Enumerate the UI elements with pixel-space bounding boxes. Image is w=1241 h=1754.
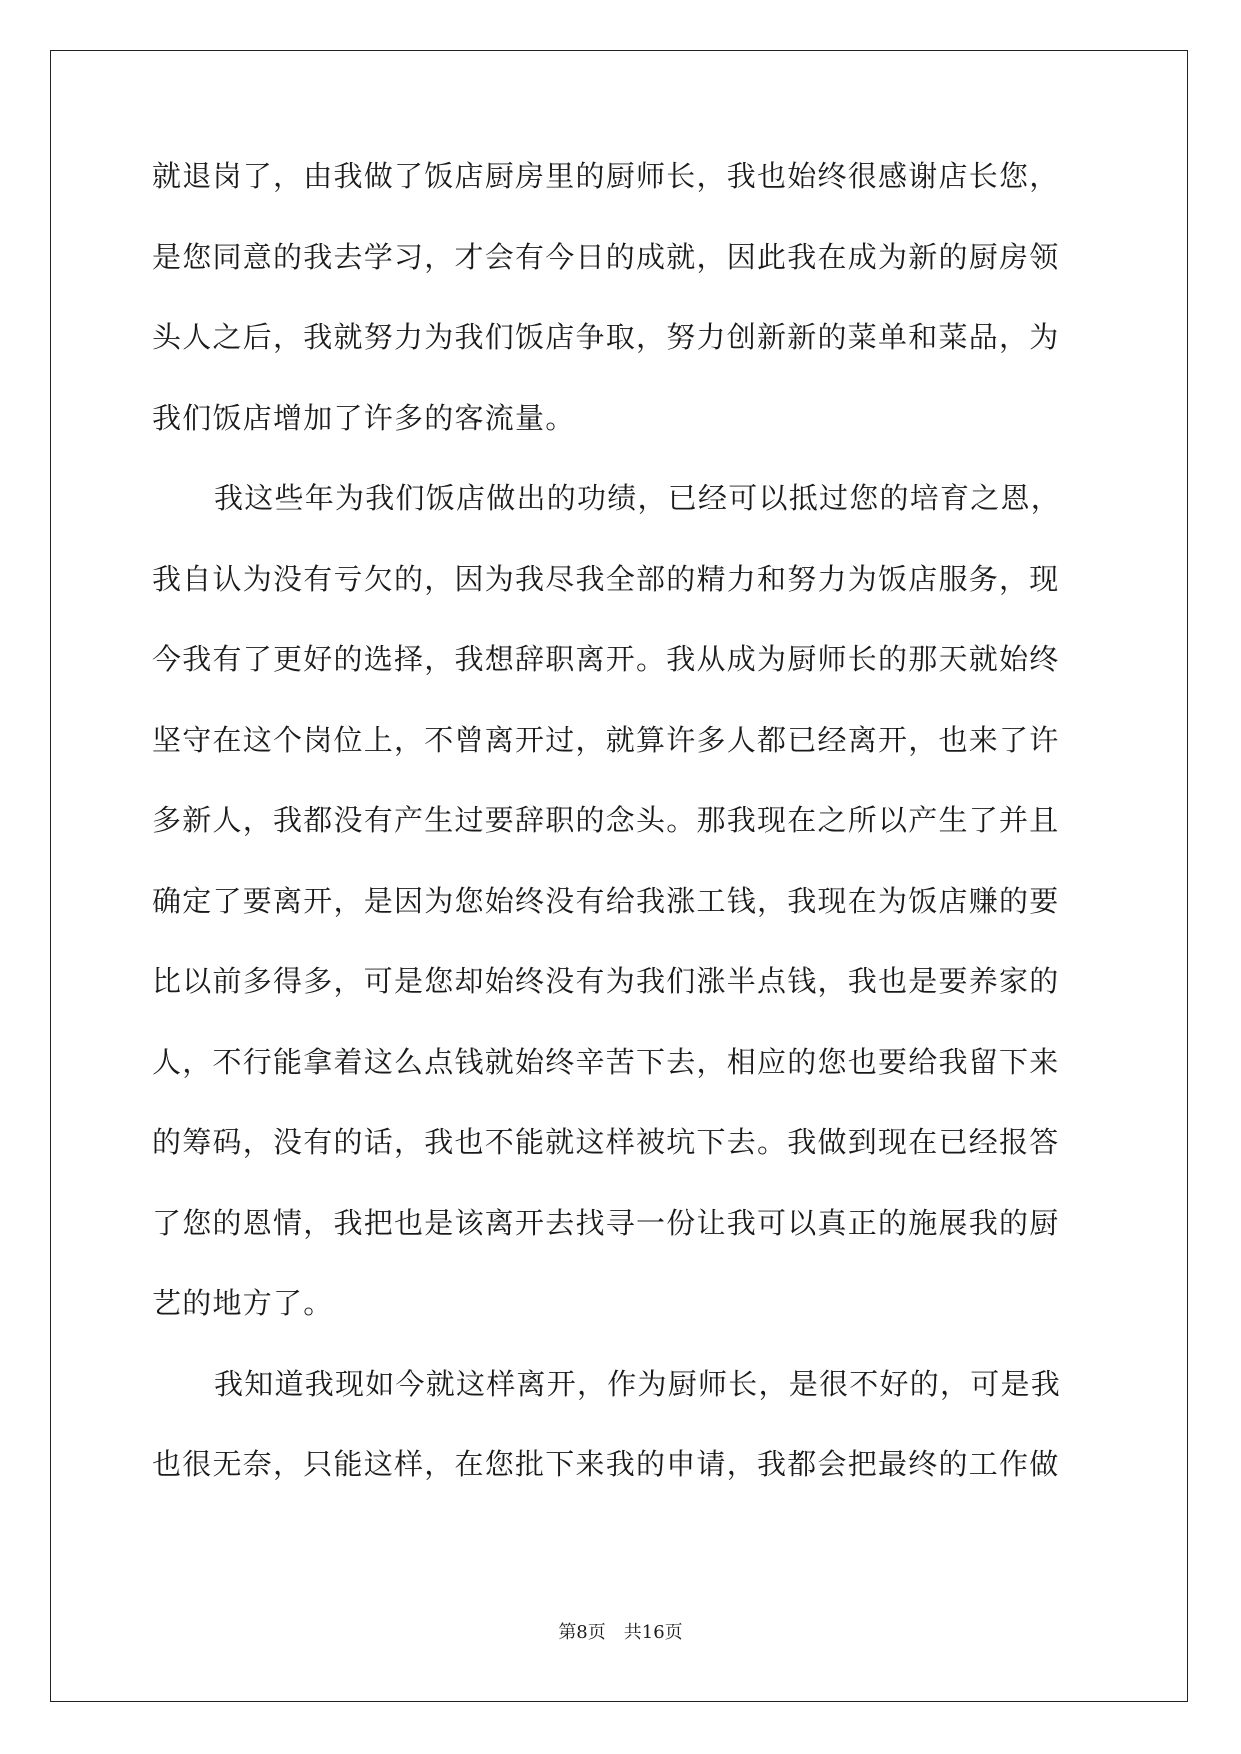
text-line: 坚守在这个岗位上，不曾离开过，就算许多人都已经离开，也来了许: [152, 722, 1060, 757]
text-line: 的筹码，没有的话，我也不能就这样被坑下去。我做到现在已经报答: [152, 1125, 1060, 1159]
text-line: 我们饭店增加了许多的客流量。: [152, 400, 576, 435]
text-line: 今我有了更好的选择，我想辞职离开。我从成为厨师长的那天就始终: [152, 642, 1060, 676]
text-line: 我自认为没有亏欠的，因为我尽我全部的精力和努力为饭店服务，现: [152, 561, 1060, 596]
text-line: 就退岗了，由我做了饭店厨房里的厨师长，我也始终很感谢店长您，: [152, 159, 1060, 193]
text-line: 艺的地方了。: [152, 1286, 334, 1320]
text-line: 也很无奈，只能这样，在您批下来我的申请，我都会把最终的工作做: [152, 1447, 1060, 1481]
text-line: 是您同意的我去学习，才会有今日的成就，因此我在成为新的厨房领: [152, 239, 1060, 274]
text-line: 多新人，我都没有产生过要辞职的念头。那我现在之所以产生了并且: [152, 803, 1060, 837]
page-number-footer: 第8页 共16页: [558, 1622, 683, 1643]
text-line: 头人之后，我就努力为我们饭店争取，努力创新新的菜单和菜品，为: [152, 320, 1060, 354]
text-line: 确定了要离开，是因为您始终没有给我涨工钱，我现在为饭店赚的要: [152, 883, 1060, 918]
document-body: [152, 160, 1090, 1529]
text-line: 了您的恩情，我把也是该离开去找寻一份让我可以真正的施展我的厨: [152, 1205, 1060, 1240]
text-line: 比以前多得多，可是您却始终没有为我们涨半点钱，我也是要养家的: [152, 964, 1060, 998]
text-line: 人，不行能拿着这么点钱就始终辛苦下去，相应的您也要给我留下来: [152, 1044, 1060, 1079]
text-line-paragraph-start: 我这些年为我们饭店做出的功绩，已经可以抵过您的培育之恩，: [214, 481, 1062, 515]
text-line-paragraph-start: 我知道我现如今就这样离开，作为厨师长，是很不好的，可是我: [214, 1366, 1062, 1401]
